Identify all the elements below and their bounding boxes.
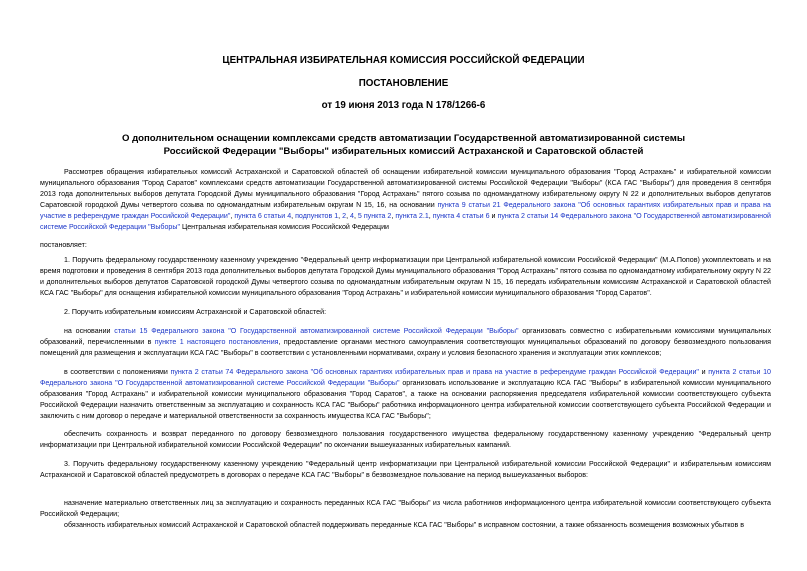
- law-link[interactable]: пункта 2.1: [395, 212, 429, 220]
- clause-text: организовать совместно с избирательными комиссиями муниципальных образований, перечисленными в: [40, 327, 771, 346]
- separator-text: ,: [428, 212, 433, 220]
- document-date-number: от 19 июня 2013 года N 178/1266-6: [321, 100, 486, 111]
- clause-3-item-1: назначение материально ответственных лиц за эксплуатацию и сохранность переданных КСА ГАС "Выборы" из числа работников информационного центра избирательной комиссии соответствующего субъекта Российской Федерации;: [40, 499, 771, 518]
- clause-2-item-2: [40, 367, 771, 422]
- internal-link[interactable]: пункте 1 настоящего постановления: [154, 338, 279, 346]
- resolves-paragraph: постановляет:: [40, 241, 87, 249]
- separator-text: ,: [391, 212, 396, 220]
- clause-2-item-3: обеспечить сохранность и возврат переданного по договору безвозмездного пользования государственного имущества федеральному государственному казенному учреждению "Федеральный центр информатизации при Центральной избирательной комиссии Российской Федерации" по окончании вышеуказанных избирательных кампаний.: [40, 430, 771, 449]
- clause-text: и: [698, 368, 709, 376]
- clause-text: организовать использование и эксплуатацию КСА ГАС "Выборы" в избирательной комиссии муниципального образования "Город Астрахань" и избирательной комиссии муниципального образования "Город Саратов", а также на основании распоряжения председателя избирательной комиссии соответствующего субъекта Российской Федерации назначить ответственным за эксплуатацию и сохранность КСА ГАС "Выборы" работника информационного центра избирательной комиссии соответствующего субъекта Российской Федерации и заключить с ним договор о передаче и материальной ответственности за сохранность имущества КСА ГАС "Выборы";: [40, 379, 771, 420]
- organization-heading: ЦЕНТРАЛЬНАЯ ИЗБИРАТЕЛЬНАЯ КОМИССИЯ РОССИЙСКОЙ ФЕДЕРАЦИИ: [222, 55, 585, 66]
- clause-text: на основании: [64, 327, 115, 335]
- law-link[interactable]: 2: [342, 212, 347, 220]
- clause-text: , предоставление органами местного самоуправления соответствующих муниципальных образований по договору безвозмездного пользования помещений для размещения и эксплуатации КСА ГАС "Выборы" в соответствии с установленными нормативами, охрану и условия безопасного хранения и эксплуатации этих комплексов;: [40, 338, 771, 357]
- preamble-text: Центральная избирательная комиссия Российской Федерации: [180, 223, 389, 231]
- document-type-heading: ПОСТАНОВЛЕНИЕ: [358, 78, 449, 89]
- separator-text: ,: [338, 212, 343, 220]
- law-link[interactable]: пункта 6 статьи 4: [234, 212, 292, 220]
- law-link[interactable]: статьи 15 Федерального закона "О Государственной автоматизированной системе Российской Федерации "Выборы": [114, 327, 519, 335]
- separator-text: ,: [346, 212, 351, 220]
- separator-text: ,: [230, 212, 235, 220]
- law-link[interactable]: пункта 4 статьи 6: [432, 212, 490, 220]
- law-link[interactable]: подпунктов 1: [295, 212, 339, 220]
- clause-text: в соответствии с положениями: [64, 368, 171, 376]
- law-link[interactable]: пункта 2 статьи 14 Федерального закона "О Государственной автоматизированной системе Российской Федерации "Выборы": [40, 212, 771, 231]
- law-link[interactable]: 4: [350, 212, 354, 220]
- law-link[interactable]: пункта 2 статьи 74 Федерального закона "Об основных гарантиях избирательных прав и права на участие в референдуме граждан Российской Федерации": [170, 368, 699, 376]
- clause-2-paragraph: 2. Поручить избирательным комиссиям Астраханской и Саратовской областей:: [64, 308, 327, 316]
- clause-1-paragraph: 1. Поручить федеральному государственному казенному учреждению "Федеральный центр информатизации при Центральной избирательной комиссии Российской Федерации" (М.А.Попов) укомплектовать и на время подготовки и проведения 8 сентября 2013 года дополнительных выборов депутата Городской Думы муниципального образования "Город Астрахань" пятого созыва по одномандатному избирательному округу N 22 и дополнительных выборов депутатов Саратовской городской Думы четвертого созыва по одномандатным избирательным округам N 15, 16 передать избирательным комиссиям Астраханской и Саратовской областей КСА ГАС "Выборы" для оснащения избирательной комиссии муниципального образования "Город Астрахань" и избирательной комиссии муниципального образования "Город Саратов".: [40, 256, 771, 297]
- document-title: О дополнительном оснащении комплексами средств автоматизации Государственной автоматизированной системы Российской Федерации "Выборы" избирательных комиссий Астраханской и Саратовской областей: [121, 133, 686, 157]
- separator-text: ,: [291, 212, 296, 220]
- law-link[interactable]: 5 пункта 2: [357, 212, 392, 220]
- law-link[interactable]: пункта 9 статьи 21 Федерального закона "Об основных гарантиях избирательных прав и права на участие в референдуме граждан Российской Федерации": [40, 201, 772, 220]
- clause-3-paragraph: 3. Поручить федеральному государственному казенному учреждению "Федеральный центр информатизации при Центральной избирательной комиссии Российской Федерации" и избирательным комиссиям Астраханской и Саратовской областей предусмотреть в договорах о передаче КСА ГАС "Выборы" в безвозмездное пользование на период вышеуказанных выборов:: [40, 460, 771, 479]
- separator-text: и: [489, 212, 498, 220]
- law-link[interactable]: пункта 2 статьи 10 Федерального закона "О Государственной автоматизированной системе Российской Федерации "Выборы": [40, 368, 772, 387]
- clause-3-item-2: обязанность избирательных комиссий Астраханской и Саратовской областей поддерживать переданные КСА ГАС "Выборы" в исправном состоянии, а также обязанность возмещения возможных убытков в: [64, 521, 744, 529]
- preamble-text: Рассмотрев обращения избирательных комиссий Астраханской и Саратовской областей об оснащении избирательной комиссии муниципального образования "Город Астрахань" и избирательной комиссии муниципального образования "Город Саратов" комплексами средств автоматизации Государственной автоматизированной системы Российской Федерации "Выборы" (КСА ГАС "Выборы") для проведения 8 сентября 2013 года дополнительных выборов депутата Городской Думы муниципального образования "Город Астрахань" пятого созыва по одномандатному избирательному округу N 22 и дополнительных выборов депутатов Саратовской городской Думы четвертого созыва по одномандатным избирательным округам N 15, 16, на основании: [40, 168, 771, 209]
- clause-2-item-1: [40, 326, 771, 359]
- preamble-paragraph: [40, 167, 771, 233]
- separator-text: ,: [353, 212, 358, 220]
